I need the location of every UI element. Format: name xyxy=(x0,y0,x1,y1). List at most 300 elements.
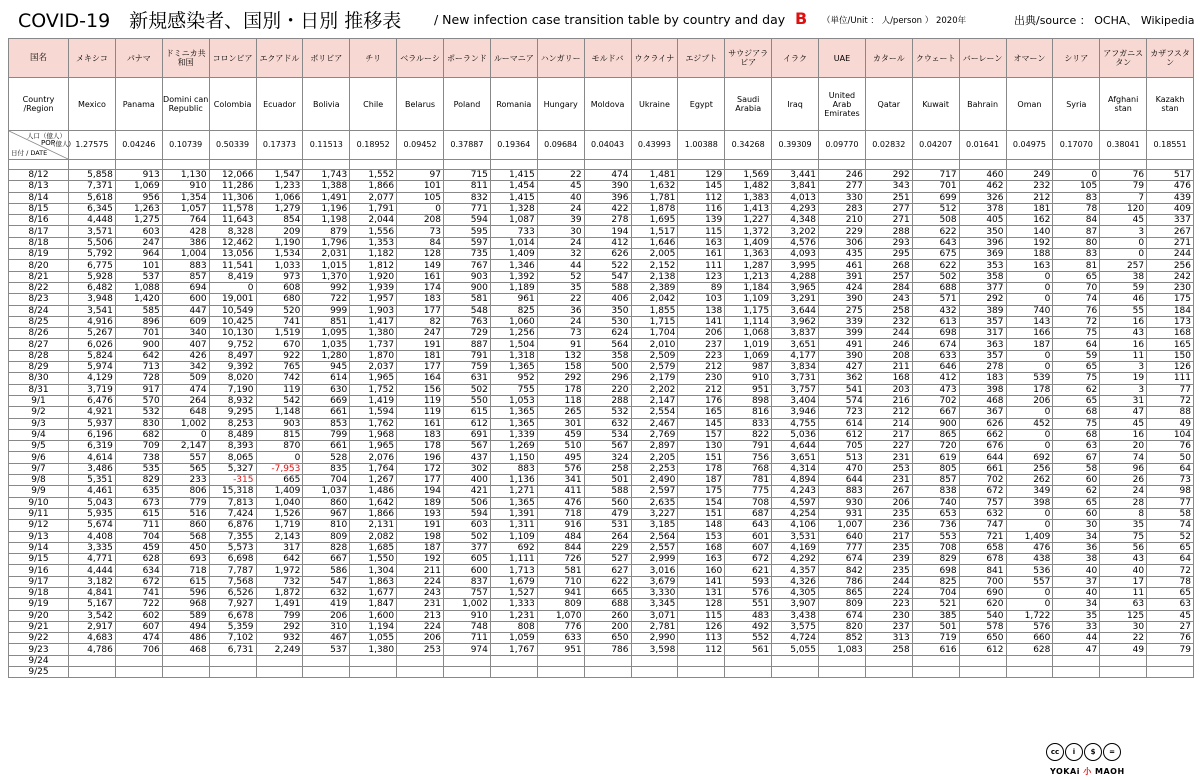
case-cell: 1,722 xyxy=(1006,610,1053,621)
case-cell: 0 xyxy=(1006,508,1053,519)
case-cell: 426 xyxy=(162,350,209,361)
case-cell: 721 xyxy=(959,531,1006,542)
country-en-11: Hungary xyxy=(537,78,584,131)
date-cell: 8/17 xyxy=(9,226,69,237)
case-cell: 486 xyxy=(162,633,209,644)
case-cell: 55 xyxy=(1100,305,1147,316)
separator-cell xyxy=(959,160,1006,170)
case-cell: 1,417 xyxy=(350,316,397,327)
case-cell: 952 xyxy=(490,373,537,384)
case-cell: 1,184 xyxy=(725,282,772,293)
case-cell: 661 xyxy=(959,463,1006,474)
case-cell: 576 xyxy=(725,587,772,598)
case-cell: 59 xyxy=(1053,350,1100,361)
population-15: 0.34268 xyxy=(725,131,772,160)
case-cell: 5,935 xyxy=(69,508,116,519)
case-cell: 857 xyxy=(162,271,209,282)
case-cell: 161 xyxy=(678,249,725,260)
case-cell: 113 xyxy=(678,633,725,644)
separator-cell xyxy=(303,160,350,170)
case-cell: 3 xyxy=(1100,384,1147,395)
case-cell xyxy=(1100,655,1147,666)
country-en-21: Oman xyxy=(1006,78,1053,131)
case-cell: 1,526 xyxy=(256,508,303,519)
case-cell: 628 xyxy=(115,554,162,565)
case-cell: 5,824 xyxy=(69,350,116,361)
case-cell: 541 xyxy=(819,384,866,395)
case-cell: 459 xyxy=(115,542,162,553)
case-cell: 1,059 xyxy=(490,633,537,644)
case-cell: 191 xyxy=(397,339,444,350)
case-cell: 214 xyxy=(865,418,912,429)
case-cell: 178 xyxy=(397,441,444,452)
case-cell: 343 xyxy=(865,181,912,192)
case-cell: 605 xyxy=(444,554,491,565)
case-cell: 7,787 xyxy=(209,565,256,576)
case-cell: 3,185 xyxy=(631,520,678,531)
case-cell: 517 xyxy=(1147,170,1194,181)
case-cell xyxy=(678,655,725,666)
case-cell xyxy=(1006,655,1053,666)
case-cell: 992 xyxy=(303,282,350,293)
case-cell: 26 xyxy=(1100,475,1147,486)
case-cell: 672 xyxy=(115,576,162,587)
case-cell: 97 xyxy=(397,170,444,181)
case-cell: 613 xyxy=(912,316,959,327)
population-21: 0.04975 xyxy=(1006,131,1053,160)
case-cell: 258 xyxy=(865,644,912,655)
case-cell: 257 xyxy=(865,271,912,282)
separator-cell xyxy=(678,160,725,170)
case-cell: 230 xyxy=(865,610,912,621)
table-row xyxy=(9,305,1194,316)
case-cell: 212 xyxy=(678,362,725,373)
case-cell: 3,330 xyxy=(631,587,678,598)
date-cell: 9/14 xyxy=(9,542,69,553)
case-cell: 844 xyxy=(537,542,584,553)
case-cell: 236 xyxy=(865,520,912,531)
country-jp-14: エジプト xyxy=(678,39,725,78)
case-cell: 632 xyxy=(303,587,350,598)
case-cell: 973 xyxy=(256,271,303,282)
case-cell: 5,974 xyxy=(69,362,116,373)
case-cell: 527 xyxy=(584,554,631,565)
case-cell: 119 xyxy=(256,384,303,395)
pop-jp-label: 人口（億人） xyxy=(27,132,66,140)
case-cell: 1,872 xyxy=(256,587,303,598)
separator-cell xyxy=(397,160,444,170)
country-jp-15: サウジアラビア xyxy=(725,39,772,78)
case-cell: 631 xyxy=(444,373,491,384)
case-cell: 1,263 xyxy=(115,203,162,214)
case-cell: 1,519 xyxy=(256,328,303,339)
case-cell: 1,812 xyxy=(350,260,397,271)
case-cell: 154 xyxy=(678,497,725,508)
case-cell: 390 xyxy=(819,350,866,361)
case-cell: 2,769 xyxy=(631,429,678,440)
case-cell: 235 xyxy=(865,565,912,576)
case-cell: 65 xyxy=(1053,497,1100,508)
case-cell: 630 xyxy=(303,384,350,395)
case-cell: 64 xyxy=(1147,463,1194,474)
case-cell: 491 xyxy=(819,339,866,350)
case-cell: 502 xyxy=(444,531,491,542)
case-cell: 267 xyxy=(1147,226,1194,237)
case-cell: 28 xyxy=(1100,497,1147,508)
case-cell: 832 xyxy=(444,192,491,203)
case-cell: 704 xyxy=(912,587,959,598)
case-cell: 567 xyxy=(444,441,491,452)
case-cell: 40 xyxy=(537,192,584,203)
case-cell: 557 xyxy=(1006,576,1053,587)
case-cell: 68 xyxy=(1053,407,1100,418)
case-cell: 682 xyxy=(115,429,162,440)
case-cell: 3,598 xyxy=(631,644,678,655)
case-cell: 825 xyxy=(490,305,537,316)
case-cell xyxy=(537,667,584,678)
population-8: 0.09452 xyxy=(397,131,444,160)
table-row xyxy=(9,486,1194,497)
pop-en-label: POP xyxy=(41,139,55,147)
case-cell xyxy=(209,655,256,666)
case-cell: 7,102 xyxy=(209,633,256,644)
case-cell: 2,147 xyxy=(162,441,209,452)
case-cell: 1,847 xyxy=(350,599,397,610)
case-cell: 128 xyxy=(397,249,444,260)
case-cell: 815 xyxy=(256,429,303,440)
case-cell: 30 xyxy=(1053,520,1100,531)
date-cell: 9/24 xyxy=(9,655,69,666)
case-cell: 1,055 xyxy=(350,633,397,644)
separator-cell xyxy=(256,160,303,170)
case-cell xyxy=(1053,655,1100,666)
case-cell: 672 xyxy=(725,554,772,565)
case-cell: 119 xyxy=(397,407,444,418)
case-cell: 768 xyxy=(725,463,772,474)
case-cell: 748 xyxy=(444,621,491,632)
case-cell: 149 xyxy=(397,260,444,271)
table-row xyxy=(9,237,1194,248)
case-cell: 4,683 xyxy=(69,633,116,644)
case-cell: 5,359 xyxy=(209,621,256,632)
table-row xyxy=(9,395,1194,406)
case-cell: 62 xyxy=(1053,486,1100,497)
case-cell: 232 xyxy=(865,316,912,327)
case-cell: 900 xyxy=(912,418,959,429)
case-cell: 172 xyxy=(397,463,444,474)
case-cell: 173 xyxy=(1147,316,1194,327)
case-cell: 231 xyxy=(397,599,444,610)
case-cell xyxy=(350,655,397,666)
date-cell: 9/12 xyxy=(9,520,69,531)
case-cell: 1,114 xyxy=(725,316,772,327)
case-cell: 292 xyxy=(865,170,912,181)
case-cell: 532 xyxy=(115,407,162,418)
case-cell: 145 xyxy=(678,181,725,192)
case-cell: 132 xyxy=(537,350,584,361)
case-cell: 6,482 xyxy=(69,282,116,293)
case-cell: 181 xyxy=(1006,203,1053,214)
case-cell: 278 xyxy=(584,215,631,226)
case-cell: 736 xyxy=(912,520,959,531)
case-cell: 64 xyxy=(1147,554,1194,565)
case-cell: 2,249 xyxy=(256,644,303,655)
case-cell: 588 xyxy=(584,282,631,293)
case-cell: 6,319 xyxy=(69,441,116,452)
case-cell: 1,486 xyxy=(350,486,397,497)
case-cell xyxy=(678,667,725,678)
case-cell: 115 xyxy=(678,610,725,621)
case-cell: 460 xyxy=(959,170,1006,181)
case-cell: 65 xyxy=(1053,395,1100,406)
case-cell: 602 xyxy=(115,610,162,621)
cc-by-icon: i xyxy=(1065,743,1083,761)
case-cell: 467 xyxy=(303,633,350,644)
case-cell: 0 xyxy=(1006,362,1053,373)
pop-unit-label: (億人) xyxy=(53,140,72,148)
case-cell: 742 xyxy=(256,373,303,384)
case-cell: 52 xyxy=(537,271,584,282)
case-cell: 6,678 xyxy=(209,610,256,621)
cc-nd-icon: = xyxy=(1103,743,1121,761)
case-cell: 253 xyxy=(397,644,444,655)
case-cell: 694 xyxy=(162,282,209,293)
country-en-24: Kazakh stan xyxy=(1147,78,1194,131)
case-cell: 974 xyxy=(444,644,491,655)
population-4: 0.50339 xyxy=(209,131,256,160)
case-cell: 764 xyxy=(162,215,209,226)
case-cell: 40 xyxy=(1100,565,1147,576)
case-cell: 595 xyxy=(444,226,491,237)
case-cell: 251 xyxy=(865,192,912,203)
case-cell: 674 xyxy=(819,554,866,565)
case-cell: 4,243 xyxy=(772,486,819,497)
case-cell: 212 xyxy=(1006,192,1053,203)
case-cell: 5,928 xyxy=(69,271,116,282)
case-cell: 1,136 xyxy=(490,475,537,486)
case-cell: 1,415 xyxy=(490,170,537,181)
table-row xyxy=(9,667,1194,678)
case-cell: 275 xyxy=(819,305,866,316)
case-cell: 5,792 xyxy=(69,249,116,260)
case-cell: 632 xyxy=(584,418,631,429)
separator-cell xyxy=(350,160,397,170)
case-cell: 1,409 xyxy=(256,486,303,497)
case-cell: 4,254 xyxy=(772,508,819,519)
case-cell: 640 xyxy=(819,531,866,542)
case-cell: 75 xyxy=(1053,418,1100,429)
case-cell: 0 xyxy=(256,452,303,463)
case-cell: 650 xyxy=(584,633,631,644)
case-cell: 633 xyxy=(537,633,584,644)
population-11: 0.09684 xyxy=(537,131,584,160)
case-cell: 288 xyxy=(584,395,631,406)
case-cell: 830 xyxy=(115,418,162,429)
table-row xyxy=(9,316,1194,327)
country-jp-3: ドミニカ共和国 xyxy=(162,39,209,78)
case-cell: 153 xyxy=(678,531,725,542)
case-cell: 917 xyxy=(115,384,162,395)
case-cell: 1,481 xyxy=(631,170,678,181)
case-cell: 738 xyxy=(115,452,162,463)
case-cell: 704 xyxy=(303,475,350,486)
case-cell: 112 xyxy=(678,644,725,655)
case-cell: 52 xyxy=(1147,531,1194,542)
case-cell: 1,594 xyxy=(350,407,397,418)
table-row xyxy=(9,384,1194,395)
case-cell: 138 xyxy=(678,305,725,316)
case-cell: 1,109 xyxy=(490,531,537,542)
population-header-cell xyxy=(9,131,72,160)
case-cell: 1,409 xyxy=(490,249,537,260)
case-cell: 667 xyxy=(912,407,959,418)
case-cell: 6,775 xyxy=(69,260,116,271)
case-cell: 674 xyxy=(819,610,866,621)
case-cell: 35 xyxy=(1053,610,1100,621)
case-cell: 883 xyxy=(490,463,537,474)
case-cell: 386 xyxy=(162,237,209,248)
case-cell: 22 xyxy=(1100,633,1147,644)
population-16: 0.39309 xyxy=(772,131,819,160)
separator-cell xyxy=(819,160,866,170)
case-cell: 646 xyxy=(912,362,959,373)
date-cell: 8/30 xyxy=(9,373,69,384)
case-cell: 3,071 xyxy=(631,610,678,621)
date-cell: 9/10 xyxy=(9,497,69,508)
case-cell: 808 xyxy=(490,621,537,632)
case-cell: 0 xyxy=(1006,282,1053,293)
population-row xyxy=(9,131,1194,160)
case-cell: 537 xyxy=(303,644,350,655)
case-cell: 9,392 xyxy=(209,362,256,373)
case-cell xyxy=(584,667,631,678)
case-cell: 141 xyxy=(678,576,725,587)
case-cell: 3,841 xyxy=(772,181,819,192)
case-cell: 3,965 xyxy=(772,282,819,293)
case-cell: 462 xyxy=(959,181,1006,192)
date-cell: 8/31 xyxy=(9,384,69,395)
case-cell: 2,076 xyxy=(350,452,397,463)
case-cell: 501 xyxy=(584,475,631,486)
case-cell xyxy=(444,667,491,678)
case-cell: 192 xyxy=(1006,237,1053,248)
case-cell: 1,057 xyxy=(162,203,209,214)
country-jp-4: コロンビア xyxy=(209,39,256,78)
case-cell: 1,391 xyxy=(490,508,537,519)
date-cell: 8/22 xyxy=(9,282,69,293)
case-cell: 822 xyxy=(725,429,772,440)
case-cell: 342 xyxy=(162,362,209,373)
date-cell: 9/21 xyxy=(9,621,69,632)
case-cell: 705 xyxy=(819,441,866,452)
case-cell: 350 xyxy=(959,226,1006,237)
case-cell: 151 xyxy=(678,508,725,519)
case-cell: 644 xyxy=(959,452,1006,463)
case-cell: 73 xyxy=(537,328,584,339)
case-cell: 3,335 xyxy=(69,542,116,553)
case-cell: 220 xyxy=(584,384,631,395)
case-cell: 104 xyxy=(1147,429,1194,440)
case-cell: 586 xyxy=(303,565,350,576)
case-cell: 729 xyxy=(444,328,491,339)
case-cell xyxy=(1006,667,1053,678)
case-cell: 887 xyxy=(444,339,491,350)
separator-cell xyxy=(209,160,256,170)
case-cell: 115 xyxy=(678,226,725,237)
case-cell: 4,724 xyxy=(772,633,819,644)
case-cell: 1,704 xyxy=(631,328,678,339)
case-cell: 700 xyxy=(959,576,1006,587)
case-cell: 560 xyxy=(584,497,631,508)
separator-cell xyxy=(69,160,116,170)
edition-marker: B xyxy=(795,9,808,28)
country-en-4: Colombia xyxy=(209,78,256,131)
case-cell: 16 xyxy=(1100,429,1147,440)
case-cell: 1,033 xyxy=(256,260,303,271)
case-cell: 156 xyxy=(397,384,444,395)
case-cell: 2,564 xyxy=(631,531,678,542)
date-cell: 8/29 xyxy=(9,362,69,373)
case-cell: 1,491 xyxy=(256,599,303,610)
case-cell: 256 xyxy=(1147,260,1194,271)
date-cell: 9/16 xyxy=(9,565,69,576)
case-cell: 183 xyxy=(959,373,1006,384)
country-jp-12: モルドバ xyxy=(584,39,631,78)
case-cell: 98 xyxy=(1147,486,1194,497)
case-cell: 2,031 xyxy=(303,249,350,260)
case-cell: 2,509 xyxy=(631,350,678,361)
date-cell: 8/14 xyxy=(9,192,69,203)
case-cell xyxy=(303,655,350,666)
case-cell: 22 xyxy=(537,294,584,305)
date-cell: 9/8 xyxy=(9,475,69,486)
case-cell: 223 xyxy=(678,350,725,361)
case-cell: 13,056 xyxy=(209,249,256,260)
case-cell: 67 xyxy=(1053,452,1100,463)
case-cell: 123 xyxy=(678,271,725,282)
case-cell: 247 xyxy=(115,237,162,248)
case-cell: 74 xyxy=(1147,520,1194,531)
case-cell: 188 xyxy=(1006,249,1053,260)
case-cell: 377 xyxy=(444,542,491,553)
case-cell: 932 xyxy=(256,633,303,644)
case-cell: 665 xyxy=(256,475,303,486)
case-cell: 131 xyxy=(678,587,725,598)
case-cell: 81 xyxy=(1053,260,1100,271)
case-cell: 608 xyxy=(256,282,303,293)
case-cell: 506 xyxy=(444,497,491,508)
case-cell: 165 xyxy=(1147,339,1194,350)
case-cell: 616 xyxy=(912,644,959,655)
case-cell: 757 xyxy=(959,497,1006,508)
case-cell: 271 xyxy=(1147,237,1194,248)
case-cell: 1,380 xyxy=(350,328,397,339)
case-cell: 165 xyxy=(678,407,725,418)
case-cell: 45 xyxy=(537,181,584,192)
case-cell: 791 xyxy=(444,350,491,361)
date-cell: 8/13 xyxy=(9,181,69,192)
case-cell: 5,167 xyxy=(69,599,116,610)
case-cell: 73 xyxy=(397,226,444,237)
date-cell: 9/15 xyxy=(9,554,69,565)
case-cell: 870 xyxy=(256,441,303,452)
table-row xyxy=(9,226,1194,237)
case-cell: 775 xyxy=(725,486,772,497)
case-cell: 390 xyxy=(584,181,631,192)
case-cell: 1,920 xyxy=(350,271,397,282)
case-cell: 673 xyxy=(115,497,162,508)
case-cell: 1,370 xyxy=(303,271,350,282)
